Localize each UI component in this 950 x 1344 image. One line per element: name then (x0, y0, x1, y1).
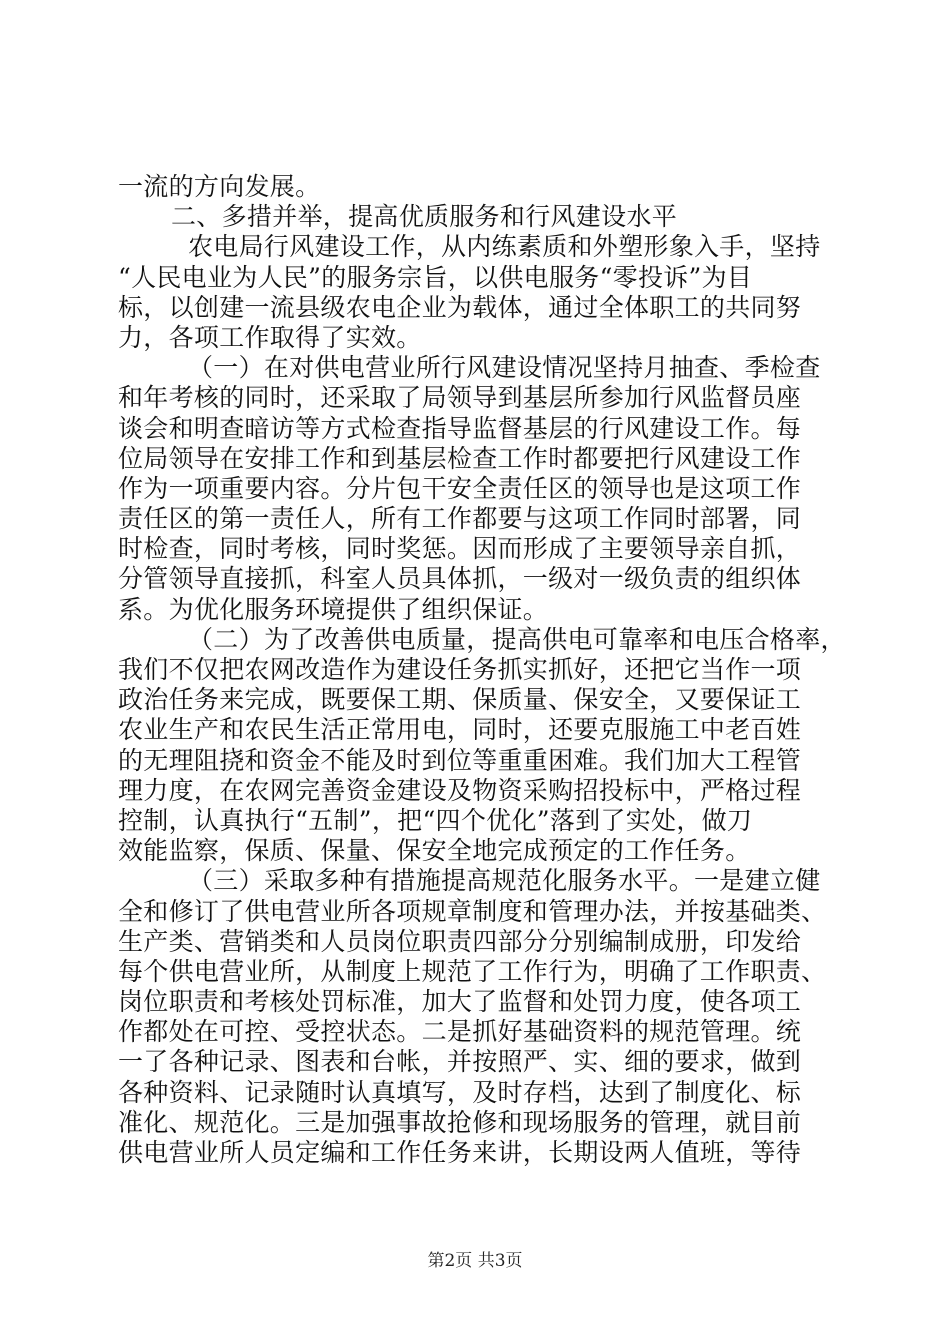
text-line: 二、多措并举，提高优质服务和行风建设水平 (171, 202, 678, 232)
text-line: 力，各项工作取得了实效。 (118, 322, 422, 352)
text-line: 时检查，同时考核，同时奖惩。因而形成了主要领导亲自抓， (118, 534, 802, 564)
text-line: 作都处在可控、受控状态。二是抓好基础资料的规范管理。统 (118, 1017, 802, 1047)
text-line: 责任区的第一责任人，所有工作都要与这项工作同时部署，同 (118, 504, 802, 534)
text-line: 准化、规范化。三是加强事故抢修和现场服务的管理，就目前 (118, 1107, 802, 1137)
page-footer: 第2页 共3页 (427, 1251, 523, 1271)
text-line: 谈会和明查暗访等方式检查指导监督基层的行风建设工作。每 (118, 413, 802, 443)
text-line: 和年考核的同时，还采取了局领导到基层所参加行风监督员座 (118, 383, 802, 413)
text-line: 我们不仅把农网改造作为建设任务抓实抓好，还把它当作一项 (118, 655, 802, 684)
text-line: 作为一项重要内容。分片包干安全责任区的领导也是这项工作 (118, 473, 802, 503)
text-line: 一了各种记录、图表和台帐，并按照严、实、细的要求，做到 (118, 1047, 802, 1077)
text-line: 供电营业所人员定编和工作任务来讲，长期设两人值班，等待 (118, 1138, 802, 1167)
text-line: 岗位职责和考核处罚标准，加大了监督和处罚力度，使各项工 (118, 987, 802, 1017)
text-line: 农业生产和农民生活正常用电，同时，还要克服施工中老百姓 (118, 715, 802, 745)
document-body (118, 172, 846, 1168)
text-line: 理力度，在农网完善资金建设及物资采购招投标中，严格过程 (118, 775, 802, 805)
text-line: 效能监察，保质、保量、保安全地完成预定的工作任务。 (118, 836, 751, 866)
text-line: （三）采取多种有措施提高规范化服务水平。一是建立健 (188, 866, 821, 896)
text-line: 标，以创建一流县级农电企业为载体，通过全体职工的共同努 (118, 292, 802, 322)
text-line: 各种资料、记录随时认真填写，及时存档，达到了制度化、标 (118, 1077, 802, 1107)
text-line: 分管领导直接抓，科室人员具体抓，一级对一级负责的组织体 (118, 564, 802, 594)
text-line: （二）为了改善供电质量，提高供电可靠率和电压合格率， (188, 624, 846, 654)
text-line: 的无理阻挠和资金不能及时到位等重重困难。我们加大工程管 (118, 745, 802, 775)
text-line: 生产类、营销类和人员岗位职责四部分分别编制成册，印发给 (118, 926, 802, 956)
text-line: “人民电业为人民”的服务宗旨，以供电服务“零投诉”为目 (118, 262, 753, 292)
text-line: 系。为优化服务环境提供了组织保证。 (118, 594, 549, 624)
text-line: 农电局行风建设工作，从内练素质和外塑形象入手，坚持 (188, 232, 821, 262)
text-line: 位局领导在安排工作和到基层检查工作时都要把行风建设工作 (118, 443, 802, 473)
text-line: 全和修订了供电营业所各项规章制度和管理办法，并按基础类、 (118, 896, 827, 926)
text-line: 政治任务来完成，既要保工期、保质量、保安全，又要保证工 (118, 685, 802, 715)
text-line: 控制，认真执行“五制”，把“四个优化”落到了实处，做刀 (118, 805, 753, 835)
text-line: 每个供电营业所，从制度上规范了工作行为，明确了工作职责、 (118, 956, 827, 986)
text-line: 一流的方向发展。 (118, 172, 321, 201)
text-line: （一）在对供电营业所行风建设情况坚持月抽查、季检查 (188, 353, 821, 383)
